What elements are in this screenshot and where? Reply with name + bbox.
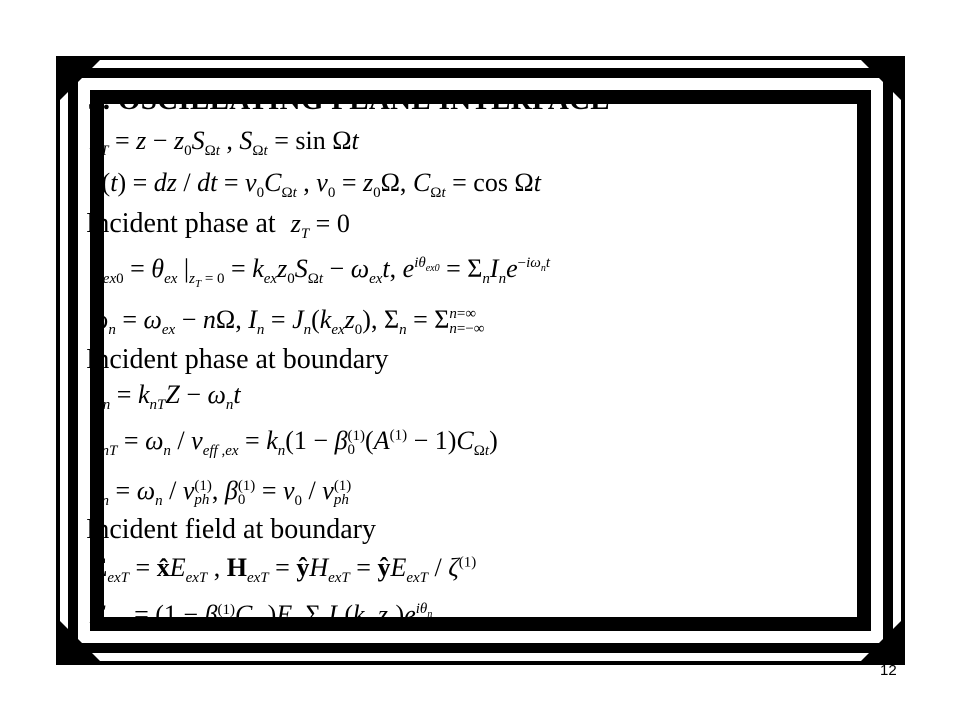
heading-incident-phase-boundary: Incident phase at boundary bbox=[86, 344, 389, 375]
equation-3: $\theta_{ex0} = \theta_{ex}$ $|_{z_T = 0} = k_{ex}z_0S_{\Omega t} - \omega_{ex}t$, $e^{i\theta_{ex0}} = \Sigma_nI_ne^{-i\omega_nt}$ bbox=[90, 254, 551, 291]
equation-4: $\omega_n = \omega_{ex} - n\Omega$, $I_n = J_n(k_{ex}z_0)$, $\Sigma_n = \Sigma$ n=∞ n=−∞ bbox=[90, 305, 485, 339]
equation-7: $k_n = \omega_n / v$ (1) ph , β (1) 0 = $v_0$ / v (1) ph bbox=[90, 476, 352, 510]
slide-title: 5. OSCILLATING PLANE INTERFACE bbox=[88, 84, 610, 116]
heading-incident-phase bbox=[86, 208, 350, 243]
equation-8: $E_{exT}$ = $x̂E_{exT}$ , $H_{exT}$ = $ŷH_{exT}$ = $ŷE_{exT} / \zeta^{(1)}$ bbox=[90, 553, 477, 587]
corner-bottom-right bbox=[857, 617, 905, 665]
equation-6: $k_{nT} = \omega_n / v_{eff ,ex} = k_n(1 - \beta$ (1) 0 $(A^{(1)} - 1)C_{\Omega t}$) bbox=[90, 426, 498, 460]
equation-zt-zero: $z_T = 0$ bbox=[290, 209, 350, 243]
page-number: 12 bbox=[880, 662, 897, 679]
equation-9: $E_{exT} = (1 - \beta$ (1) 0 $C_{\Omega t})E_{ex}\Sigma_nI_n(k_{ex}z_0)e^{i\theta_n}$ bbox=[90, 600, 433, 634]
equation-5: $\theta_n = k_{nT}Z - \omega_nt$ bbox=[90, 380, 241, 414]
heading-incident-phase-label: Incident phase at bbox=[86, 208, 276, 239]
heading-incident-field-boundary: Incident field at boundary bbox=[86, 514, 377, 545]
equation-1: $z_T = z - z_0S_{\Omega t}$ , $S_{\Omega t} = \sin \Omega t$ bbox=[90, 126, 359, 160]
equation-2: v(t) = dz / dt = $v_0C_{\Omega t}$ , $v_0 = z_0\Omega$, $C_{\Omega t} = \cos \Omega t$ bbox=[90, 168, 541, 202]
corner-top-right bbox=[857, 56, 905, 104]
